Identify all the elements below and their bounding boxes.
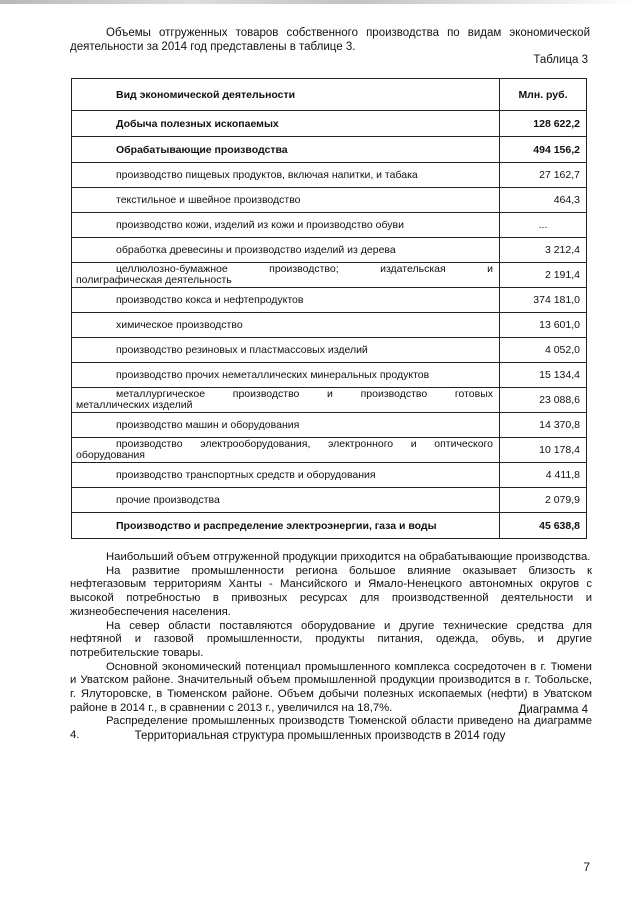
- table-row: [72, 338, 587, 363]
- scan-edge-artifact: [0, 0, 640, 4]
- header-activity: Вид экономической деятельности: [72, 79, 500, 111]
- table-row: [72, 363, 587, 388]
- row-name: Обрабатывающие производства: [72, 137, 500, 163]
- row-name: производство пищевых продуктов, включая напитки, и табака: [72, 163, 500, 188]
- header-value: Млн. руб.: [500, 79, 587, 111]
- table-caption: Таблица 3: [533, 54, 588, 66]
- row-value: 13 601,0: [500, 313, 587, 338]
- table-row: [72, 488, 587, 513]
- paragraph: Распределение промышленных производств Тюменской области приведено на диаграмме 4.: [70, 715, 592, 742]
- row-value: 45 638,8: [500, 513, 587, 539]
- paragraph: Наибольший объем отгруженной продукции приходится на обрабатывающие производства.: [106, 551, 591, 563]
- body-text: [70, 551, 592, 743]
- table-header-row: [72, 79, 587, 111]
- row-name-line2: полиграфическая деятельность: [76, 274, 232, 286]
- row-name: обработка древесины и производство изделий из дерева: [72, 238, 500, 263]
- row-name: производство машин и оборудования: [72, 413, 500, 438]
- row-name: производство транспортных средств и оборудования: [72, 463, 500, 488]
- row-value: 27 162,7: [500, 163, 587, 188]
- table-row: [72, 288, 587, 313]
- row-name: химическое производство: [72, 313, 500, 338]
- row-name: производство резиновых и пластмассовых изделий: [72, 338, 500, 363]
- row-name-line1: производство электрооборудования, электронного и оптического: [116, 438, 493, 450]
- row-name-line2: оборудования: [76, 449, 145, 461]
- row-name: [72, 263, 500, 288]
- row-value: 14 370,8: [500, 413, 587, 438]
- page-number: 7: [583, 860, 590, 874]
- row-value: 23 088,6: [500, 388, 587, 413]
- row-name-line1: металлургическое производство и производство готовых: [116, 388, 493, 400]
- row-value: 464,3: [500, 188, 587, 213]
- row-value: 4 411,8: [500, 463, 587, 488]
- table-row: [72, 238, 587, 263]
- row-value: 3 212,4: [500, 238, 587, 263]
- row-value: 494 156,2: [500, 137, 587, 163]
- economic-activity-table: [71, 78, 587, 539]
- row-value: 128 622,2: [500, 111, 587, 137]
- row-name: Производство и распределение электроэнергии, газа и воды: [72, 513, 500, 539]
- table-row: [72, 163, 587, 188]
- row-value: 4 052,0: [500, 338, 587, 363]
- paragraph: На развитие промышленности региона большое влияние оказывает близость к нефтегазовым территориям Ханты - Мансийского и Ямало-Ненецкого автономных округов с высокой потребностью в привозных ресурсах для производственной деятельности и жизнеобеспечения населения.: [70, 564, 592, 618]
- table-row: [72, 413, 587, 438]
- table-row: [72, 137, 587, 163]
- table-row: [72, 438, 587, 463]
- row-name: Добыча полезных ископаемых: [72, 111, 500, 137]
- intro-paragraph: Объемы отгруженных товаров собственного производства по видам экономической деятельности за 2014 год представлены в таблице 3.: [70, 27, 590, 53]
- row-value: 2 079,9: [500, 488, 587, 513]
- table-row: [72, 463, 587, 488]
- row-value: 10 178,4: [500, 438, 587, 463]
- paragraph: На север области поставляются оборудование и другие технические средства для нефтяной и газовой промышленности, продукты питания, одежда, обувь, и другие потребительские товары.: [70, 619, 592, 659]
- row-name: производство прочих неметаллических минеральных продуктов: [72, 363, 500, 388]
- row-name: [72, 438, 500, 463]
- row-value: 374 181,0: [500, 288, 587, 313]
- row-value: 15 134,4: [500, 363, 587, 388]
- row-name: [72, 388, 500, 413]
- diagram-title: Территориальная структура промышленных производств в 2014 году: [134, 730, 506, 742]
- table-row: [72, 213, 587, 238]
- row-name: производство кожи, изделий из кожи и производство обуви: [72, 213, 500, 238]
- row-value: ...: [500, 213, 587, 238]
- row-value: 2 191,4: [500, 263, 587, 288]
- table-row: [72, 188, 587, 213]
- table-row: [72, 388, 587, 413]
- row-name: прочие производства: [72, 488, 500, 513]
- table-row: [72, 111, 587, 137]
- paragraph: Основной экономический потенциал промышленного комплекса сосредоточен в г. Тюмени и Уватском районе. Значительный объем промышленной продукции производится в г. Тобольске, г. Ялуторовске, в Тюменском районе. Объем добычи полезных ископаемых (нефти) в Уватском районе в 2014 г., в сравнении с 2013 г., увеличился на 18,7%.: [70, 660, 592, 714]
- table-row: [72, 263, 587, 288]
- table-row: [72, 313, 587, 338]
- row-name-line1: целлюлозно-бумажное производство; издательская и: [116, 263, 493, 275]
- diagram-caption: Диаграмма 4: [518, 704, 588, 716]
- row-name: производство кокса и нефтепродуктов: [72, 288, 500, 313]
- row-name-line2: металлических изделий: [76, 399, 193, 411]
- row-name: текстильное и швейное производство: [72, 188, 500, 213]
- table-row: [72, 513, 587, 539]
